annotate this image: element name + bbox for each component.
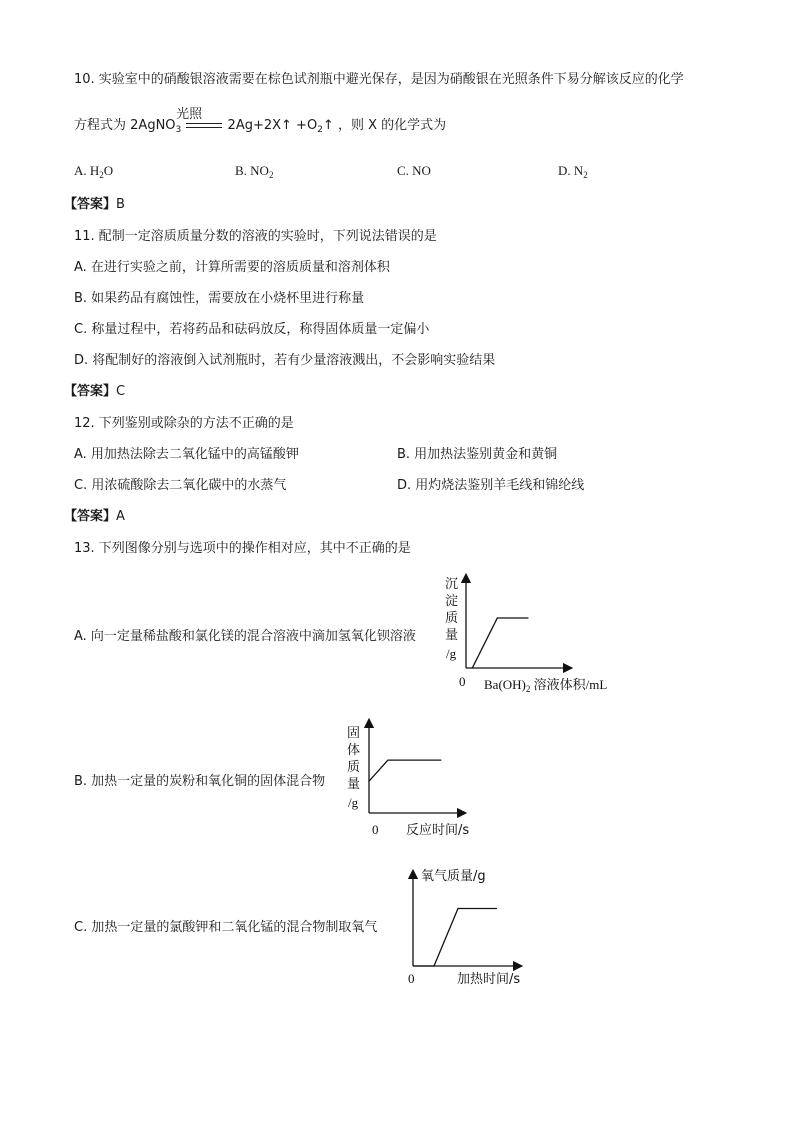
y-label-char-3: 质 [347,760,361,775]
series-line [369,760,441,781]
y-label-char-1: 沉 [445,577,459,592]
y-label-char-4: 量 [445,628,459,643]
y-label-char-3: 质 [445,611,459,626]
q13-option-a: A. 向一定量稀盐酸和氯化镁的混合溶液中滴加氢氧化钡溶液 [74,629,416,644]
q11-answer: 【答案】C [64,384,126,399]
q10-stem-line2 [74,107,447,135]
eq-products-sub: 2 [317,125,323,135]
y-label-char-2: 淀 [445,594,459,609]
q10-stem-suffix: ，则 X 的化学式为 [337,118,447,133]
origin-label: 0 [459,674,466,689]
q11-option-a: A. 在进行实验之前，计算所需要的溶质质量和溶剂体积 [74,260,390,275]
q10-option-c: C. NO [397,163,431,178]
q11-option-b: B. 如果药品有腐蚀性，需要放在小烧杯里进行称量 [74,291,365,306]
q10-answer: 【答案】B [64,197,125,212]
q10-stem-line1: 10. 实验室中的硝酸银溶液需要在棕色试剂瓶中避光保存，是因为硝酸银在光照条件下易分解该反应的化学 [74,72,684,87]
q10-option-b: B. $NO_2$ [235,163,274,180]
q13-option-b: B. 加热一定量的炭粉和氧化铜的固体混合物 [74,774,326,789]
q12-option-c: C. 用浓硫酸除去二氧化碳中的水蒸气 [74,478,287,493]
eq-products: 2Ag+2X↑ +O [227,118,318,133]
eq-condition: 光照 [176,107,203,122]
q12-answer: 【答案】A [64,509,125,524]
eq-reactant-sub: 3 [175,125,182,135]
q13-stem: 13. 下列图像分别与选项中的操作相对应，其中不正确的是 [74,541,411,556]
eq-double-line-icon [186,123,222,128]
q10-option-a: A. $H_2O$ [74,163,114,180]
x-axis-label: $Ba(OH)_2$ 溶液体积/mL [484,677,608,694]
origin-label: 0 [372,822,379,837]
x-axis-label: 加热时间/s [457,972,521,987]
q13-graph-a [440,568,620,696]
y-label-unit: /g [348,795,359,810]
q12-option-d: D. 用灼烧法鉴别羊毛线和锦纶线 [397,478,585,493]
eq-reactant: 2AgNO [130,118,176,133]
x-axis-label: 反应时间/s [406,823,470,838]
q12-option-b: B. 用加热法鉴别黄金和黄铜 [397,447,558,462]
q10-chemical-equation [130,107,334,135]
q11-stem: 11. 配制一定溶质质量分数的溶液的实验时，下列说法错误的是 [74,229,437,244]
q13-graph-c [400,862,550,992]
series-line [413,909,497,967]
q12-option-a: A. 用加热法除去二氧化锰中的高锰酸钾 [74,447,299,462]
q10-option-d: D. $N_2$ [558,163,588,180]
origin-label: 0 [408,971,415,986]
y-axis-label: 氧气质量/g [421,869,486,884]
q13-graph-b [342,717,502,839]
q11-option-d: D. 将配制好的溶液倒入试剂瓶时，若有少量溶液溅出，不会影响实验结果 [74,353,496,368]
y-label-char-4: 量 [347,777,361,792]
y-label-char-2: 体 [347,743,361,758]
q11-option-c: C. 称量过程中，若将药品和砝码放反，称得固体质量一定偏小 [74,322,430,337]
y-label-char-1: 固 [347,726,361,741]
q13-option-c: C. 加热一定量的氯酸钾和二氧化锰的混合物制取氧气 [74,920,378,935]
series-line [472,618,528,668]
y-label-unit: /g [446,646,457,661]
eq-gas-arrow: ↑ [322,118,334,133]
q10-equation-prefix: 方程式为 [74,118,127,133]
q12-stem: 12. 下列鉴别或除杂的方法不正确的是 [74,416,294,431]
